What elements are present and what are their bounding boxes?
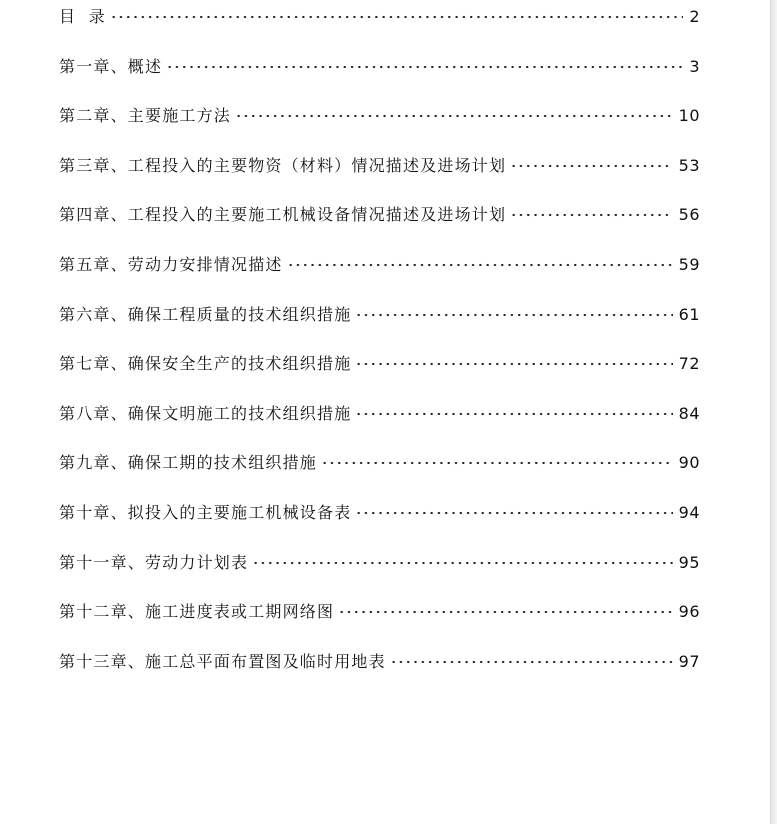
toc-entry-chapter-2[interactable] <box>59 77 700 127</box>
toc-dot-leader <box>355 309 672 321</box>
toc-entry-chapter-1[interactable] <box>59 27 700 77</box>
toc-entry-title: 第六章、确保工程质量的技术组织措施 <box>59 304 352 324</box>
toc-entry-chapter-4[interactable] <box>59 176 700 226</box>
toc-entry-chapter-10[interactable] <box>59 473 700 523</box>
toc-entry-page-number: 72 <box>678 354 700 374</box>
toc-entry-title: 第三章、工程投入的主要物资（材料）情况描述及进场计划 <box>59 155 507 175</box>
toc-entry-chapter-13[interactable] <box>59 622 700 672</box>
toc-entry-title: 第四章、工程投入的主要施工机械设备情况描述及进场计划 <box>59 205 507 225</box>
toc-dot-leader <box>390 656 673 668</box>
toc-dot-leader <box>252 557 672 569</box>
toc-entry-chapter-9[interactable] <box>59 424 700 474</box>
toc-entry-title: 第八章、确保文明施工的技术组织措施 <box>59 403 352 423</box>
toc-entry-title: 第十章、拟投入的主要施工机械设备表 <box>59 502 352 522</box>
toc-dot-leader <box>321 457 673 469</box>
toc-entry-title: 第十三章、施工总平面布置图及临时用地表 <box>59 651 386 671</box>
toc-entry-title: 第九章、确保工期的技术组织措施 <box>59 453 318 473</box>
page-edge-shadow <box>770 0 777 824</box>
toc-entry-page-number: 94 <box>678 502 700 522</box>
table-of-contents <box>59 0 700 672</box>
toc-entry-chapter-8[interactable] <box>59 374 700 424</box>
toc-dot-leader <box>510 209 672 221</box>
toc-entry-chapter-12[interactable] <box>59 573 700 623</box>
toc-entry-title: 第十二章、施工进度表或工期网络图 <box>59 602 335 622</box>
toc-entry-page-number: 3 <box>689 56 700 76</box>
toc-dot-leader <box>110 11 683 23</box>
toc-dot-leader <box>355 358 672 370</box>
toc-entry-chapter-11[interactable] <box>59 523 700 573</box>
toc-entry-page-number: 10 <box>678 106 700 126</box>
toc-entry-page-number: 61 <box>678 304 700 324</box>
toc-entry-chapter-6[interactable] <box>59 275 700 325</box>
toc-entry-contents-heading[interactable] <box>59 0 700 27</box>
toc-entry-chapter-3[interactable] <box>59 126 700 176</box>
toc-entry-title: 目 录 <box>59 7 106 26</box>
toc-dot-leader <box>338 606 672 618</box>
toc-entry-page-number: 59 <box>678 254 700 274</box>
toc-dot-leader <box>510 160 672 172</box>
toc-dot-leader <box>355 408 672 420</box>
toc-entry-page-number: 97 <box>678 651 700 671</box>
toc-entry-title: 第二章、主要施工方法 <box>59 106 232 126</box>
toc-entry-page-number: 95 <box>678 552 700 572</box>
toc-entry-title: 第七章、确保安全生产的技术组织措施 <box>59 354 352 374</box>
toc-entry-page-number: 90 <box>678 453 700 473</box>
toc-entry-title: 第十一章、劳动力计划表 <box>59 552 249 572</box>
toc-dot-leader <box>235 110 673 122</box>
toc-dot-leader <box>166 61 683 73</box>
toc-entry-chapter-7[interactable] <box>59 325 700 375</box>
toc-dot-leader <box>287 259 673 271</box>
toc-entry-page-number: 53 <box>678 155 700 175</box>
toc-entry-title: 第五章、劳动力安排情况描述 <box>59 254 283 274</box>
toc-entry-page-number: 84 <box>678 403 700 423</box>
toc-dot-leader <box>355 507 672 519</box>
toc-entry-title: 第一章、概述 <box>59 56 163 76</box>
toc-entry-page-number: 2 <box>689 7 700 26</box>
toc-entry-page-number: 56 <box>678 205 700 225</box>
toc-entry-chapter-5[interactable] <box>59 225 700 275</box>
toc-entry-page-number: 96 <box>678 602 700 622</box>
